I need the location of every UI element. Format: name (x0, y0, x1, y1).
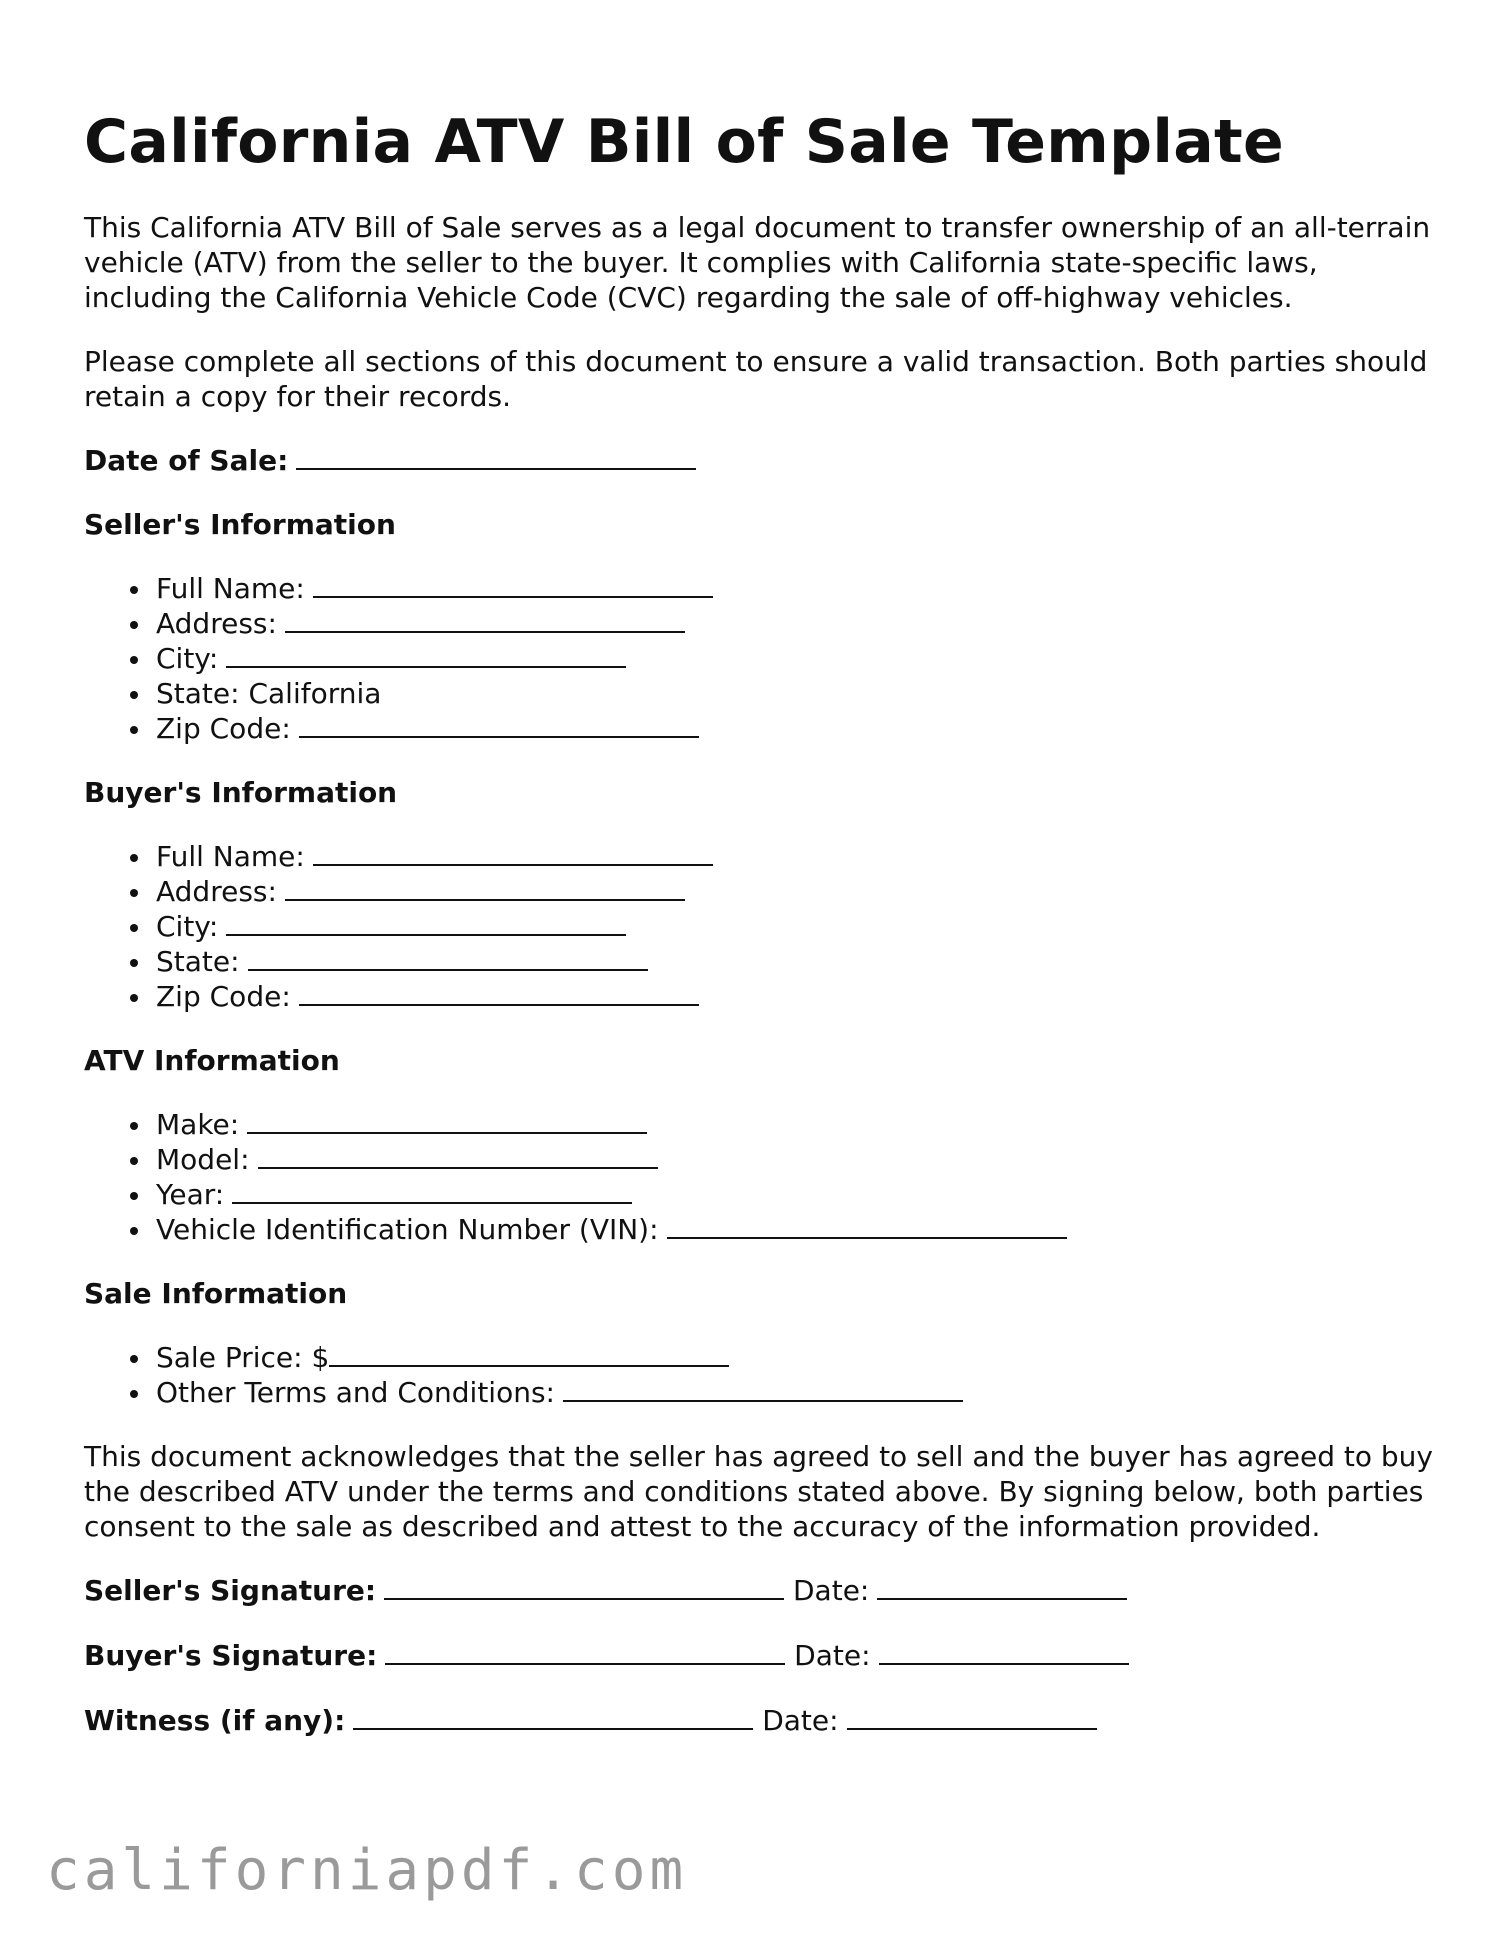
list-item (156, 1375, 1444, 1410)
list-item (156, 909, 1444, 944)
buyer-zip-label: Zip Code: (156, 980, 291, 1013)
witness-date-blank[interactable] (847, 1704, 1097, 1730)
seller-info-list (84, 571, 1444, 746)
buyer-full-name-blank[interactable] (313, 840, 713, 866)
list-item (156, 874, 1444, 909)
seller-zip-blank[interactable] (299, 712, 699, 738)
watermark-text: californiapdf.com (46, 1838, 688, 1903)
list-item (156, 711, 1444, 746)
list-item (156, 606, 1444, 641)
buyer-date-blank[interactable] (879, 1639, 1129, 1665)
buyer-state-label: State: (156, 945, 240, 978)
sale-terms-label: Other Terms and Conditions: (156, 1376, 555, 1409)
seller-date-blank[interactable] (877, 1574, 1127, 1600)
buyer-zip-blank[interactable] (299, 980, 699, 1006)
seller-zip-label: Zip Code: (156, 712, 291, 745)
sale-price-label: Sale Price: $ (156, 1341, 330, 1374)
sale-price-blank[interactable] (329, 1341, 729, 1367)
witness-signature-row (84, 1703, 1444, 1738)
instructions-paragraph: Please complete all sections of this document to ensure a valid transaction. Both parties should retain a copy for their records. (84, 345, 1428, 413)
list-item (156, 1177, 1444, 1212)
intro-paragraph: This California ATV Bill of Sale serves as a legal document to transfer ownership of an all-terrain vehicle (ATV) from the seller to the buyer. It complies with California state-specific laws, including the California Vehicle Code (CVC) regarding the sale of off-highway vehicles. (84, 211, 1431, 314)
list-item (156, 944, 1444, 979)
seller-city-blank[interactable] (226, 642, 626, 668)
seller-address-label: Address: (156, 607, 277, 640)
buyer-state-blank[interactable] (248, 945, 648, 971)
list-item (156, 1107, 1444, 1142)
buyer-signature-row (84, 1638, 1444, 1673)
witness-signature-blank[interactable] (353, 1704, 753, 1730)
atv-year-label: Year: (156, 1178, 225, 1211)
atv-vin-label: Vehicle Identification Number (VIN): (156, 1213, 659, 1246)
seller-signature-row (84, 1573, 1444, 1608)
seller-date-label: Date: (793, 1574, 870, 1607)
date-of-sale-blank[interactable] (296, 444, 696, 470)
buyer-city-blank[interactable] (226, 910, 626, 936)
document-page (84, 100, 1444, 1768)
atv-info-list (84, 1107, 1444, 1247)
list-item (156, 641, 1444, 676)
atv-year-blank[interactable] (232, 1178, 632, 1204)
atv-model-blank[interactable] (258, 1143, 658, 1169)
buyer-full-name-label: Full Name: (156, 840, 305, 873)
atv-model-label: Model: (156, 1143, 250, 1176)
buyer-city-label: City: (156, 910, 219, 943)
witness-date-label: Date: (762, 1704, 839, 1737)
date-of-sale-label: Date of Sale: (84, 444, 289, 477)
seller-full-name-label: Full Name: (156, 572, 305, 605)
buyer-signature-blank[interactable] (385, 1639, 785, 1665)
witness-signature-label: Witness (if any): (84, 1704, 346, 1737)
sale-terms-blank[interactable] (563, 1376, 963, 1402)
atv-make-label: Make: (156, 1108, 240, 1141)
atv-make-blank[interactable] (247, 1108, 647, 1134)
buyer-date-label: Date: (794, 1639, 871, 1672)
seller-state-label: State: California (156, 677, 382, 710)
buyer-info-list (84, 839, 1444, 1014)
seller-signature-label: Seller's Signature: (84, 1574, 377, 1607)
seller-address-blank[interactable] (285, 607, 685, 633)
document-title: California ATV Bill of Sale Template (84, 107, 1284, 177)
seller-city-label: City: (156, 642, 219, 675)
seller-full-name-blank[interactable] (313, 572, 713, 598)
list-item (156, 1142, 1444, 1177)
atv-vin-blank[interactable] (667, 1213, 1067, 1239)
sale-info-list (84, 1340, 1444, 1410)
seller-signature-blank[interactable] (384, 1574, 784, 1600)
acknowledgement-paragraph: This document acknowledges that the seller has agreed to sell and the buyer has agreed to buy the described ATV under the terms and conditions stated above. By signing below, both parties consent to the sale as described and attest to the accuracy of the information provided. (84, 1440, 1433, 1543)
atv-heading: ATV Information (84, 1044, 340, 1077)
sale-heading: Sale Information (84, 1277, 348, 1310)
seller-heading: Seller's Information (84, 508, 396, 541)
list-item (156, 1212, 1444, 1247)
list-item (156, 1340, 1444, 1375)
list-item (156, 571, 1444, 606)
list-item (156, 676, 1444, 711)
list-item (156, 839, 1444, 874)
buyer-heading: Buyer's Information (84, 776, 398, 809)
buyer-address-blank[interactable] (285, 875, 685, 901)
date-of-sale-field (84, 443, 1444, 478)
list-item (156, 979, 1444, 1014)
buyer-address-label: Address: (156, 875, 277, 908)
buyer-signature-label: Buyer's Signature: (84, 1639, 378, 1672)
